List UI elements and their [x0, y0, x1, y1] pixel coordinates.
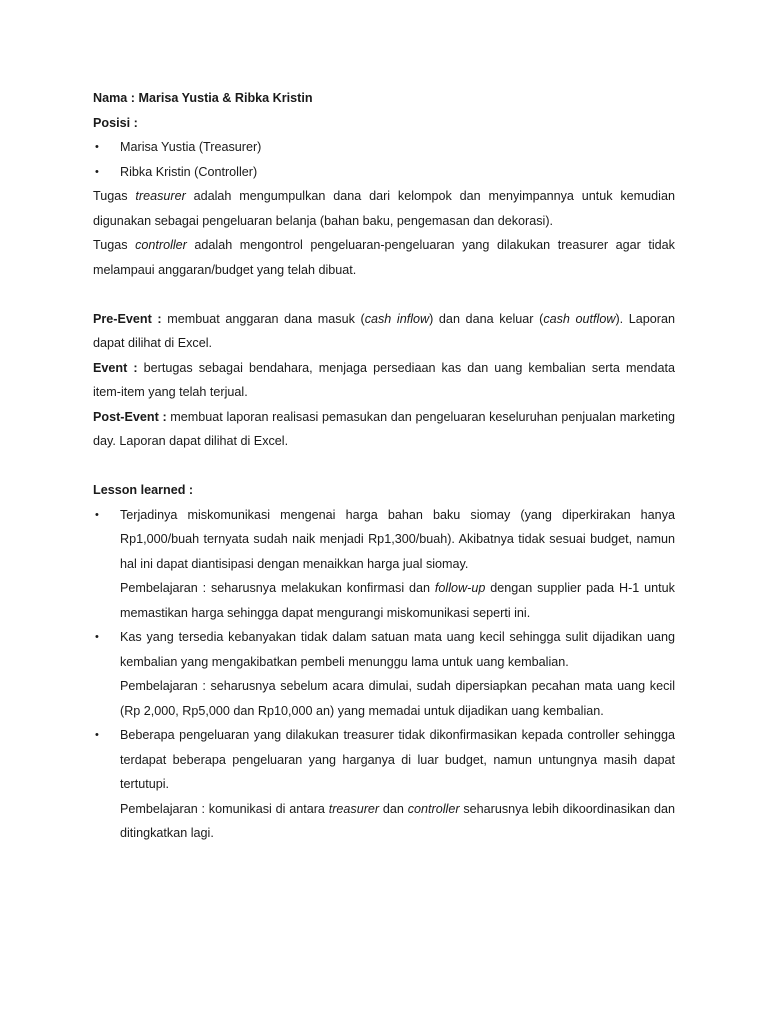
lesson-item [93, 723, 675, 846]
treasurer-duty: Tugas treasurer adalah mengumpulkan dana dari kelompok dan menyimpannya untuk kemudian digunakan sebagai pengeluaran belanja (bahan baku, pengemasan dan dekorasi). [93, 189, 675, 228]
bullet-icon: • [95, 141, 99, 153]
lesson-item [93, 503, 675, 626]
event-label: Event : [93, 360, 138, 375]
post-event-label: Post-Event : [93, 409, 167, 424]
event-paragraph: Event : bertugas sebagai bendahara, menjaga persediaan kas dan uang kembalian serta mendata item-item yang telah terjual. [93, 360, 675, 399]
position-treasurer: Marisa Yustia (Treasurer) [120, 140, 262, 154]
position-controller: Ribka Kristin (Controller) [120, 164, 258, 179]
lesson-item [93, 625, 675, 723]
controller-duty: Tugas controller adalah mengontrol pengeluaran-pengeluaran yang dilakukan treasurer agar tidak melampaui anggaran/budget yang telah dibuat. [93, 238, 675, 277]
list-item [93, 135, 675, 160]
lesson-issue: Beberapa pengeluaran yang dilakukan treasurer tidak dikonfirmasikan kepada controller sehingga terdapat beberapa pengeluaran yang harganya di luar budget, namun untungnya masih dapat tertutupi. [120, 728, 675, 791]
bullet-icon: • [95, 729, 99, 741]
lessons-heading: Lesson learned : [93, 483, 194, 497]
bullet-icon: • [95, 508, 99, 521]
lesson-learning: Pembelajaran : seharusnya melakukan konfirmasi dan follow-up dengan supplier pada H-1 untuk memastikan harga sehingga dapat mengurangi miskomunikasi seperti ini. [120, 581, 675, 620]
lesson-issue: Terjadinya miskomunikasi mengenai harga bahan baku siomay (yang diperkirakan hanya Rp1,000/buah ternyata sudah naik menjadi Rp1,300/buah). Akibatnya tidak sesuai budget, namun hal ini dapat diantisipasi dengan menaikkan harga jual siomay. [120, 507, 675, 571]
position-label: Posisi : [93, 115, 138, 130]
pre-event-label: Pre-Event : [93, 311, 162, 326]
post-event-paragraph: Post-Event : membuat laporan realisasi pemasukan dan pengeluaran keseluruhan penjualan marketing day. Laporan dapat dilihat di Excel. [93, 409, 675, 448]
lesson-learning: Pembelajaran : komunikasi di antara treasurer dan controller seharusnya lebih dikoordinasikan dan ditingkatkan lagi. [120, 801, 675, 840]
document-page [93, 86, 675, 846]
bullet-icon: • [95, 165, 99, 178]
lessons-list [93, 503, 675, 846]
bullet-icon: • [95, 631, 99, 643]
names-line: Nama : Marisa Yustia & Ribka Kristin [93, 91, 313, 105]
lesson-issue: Kas yang tersedia kebanyakan tidak dalam satuan mata uang kecil sehingga sulit dijadikan uang kembalian yang mengakibatkan pembeli menunggu lama untuk uang kembalian. [120, 630, 675, 669]
list-item [93, 160, 675, 185]
pre-event-paragraph: Pre-Event : membuat anggaran dana masuk (cash inflow) dan dana keluar (cash outflow). Laporan dapat dilihat di Excel. [93, 311, 675, 350]
lesson-learning: Pembelajaran : seharusnya sebelum acara dimulai, sudah dipersiapkan pecahan mata uang kecil (Rp 2,000, Rp5,000 dan Rp10,000 an) yang memadai untuk dijadikan uang kembalian. [120, 679, 675, 718]
position-list [93, 135, 675, 184]
